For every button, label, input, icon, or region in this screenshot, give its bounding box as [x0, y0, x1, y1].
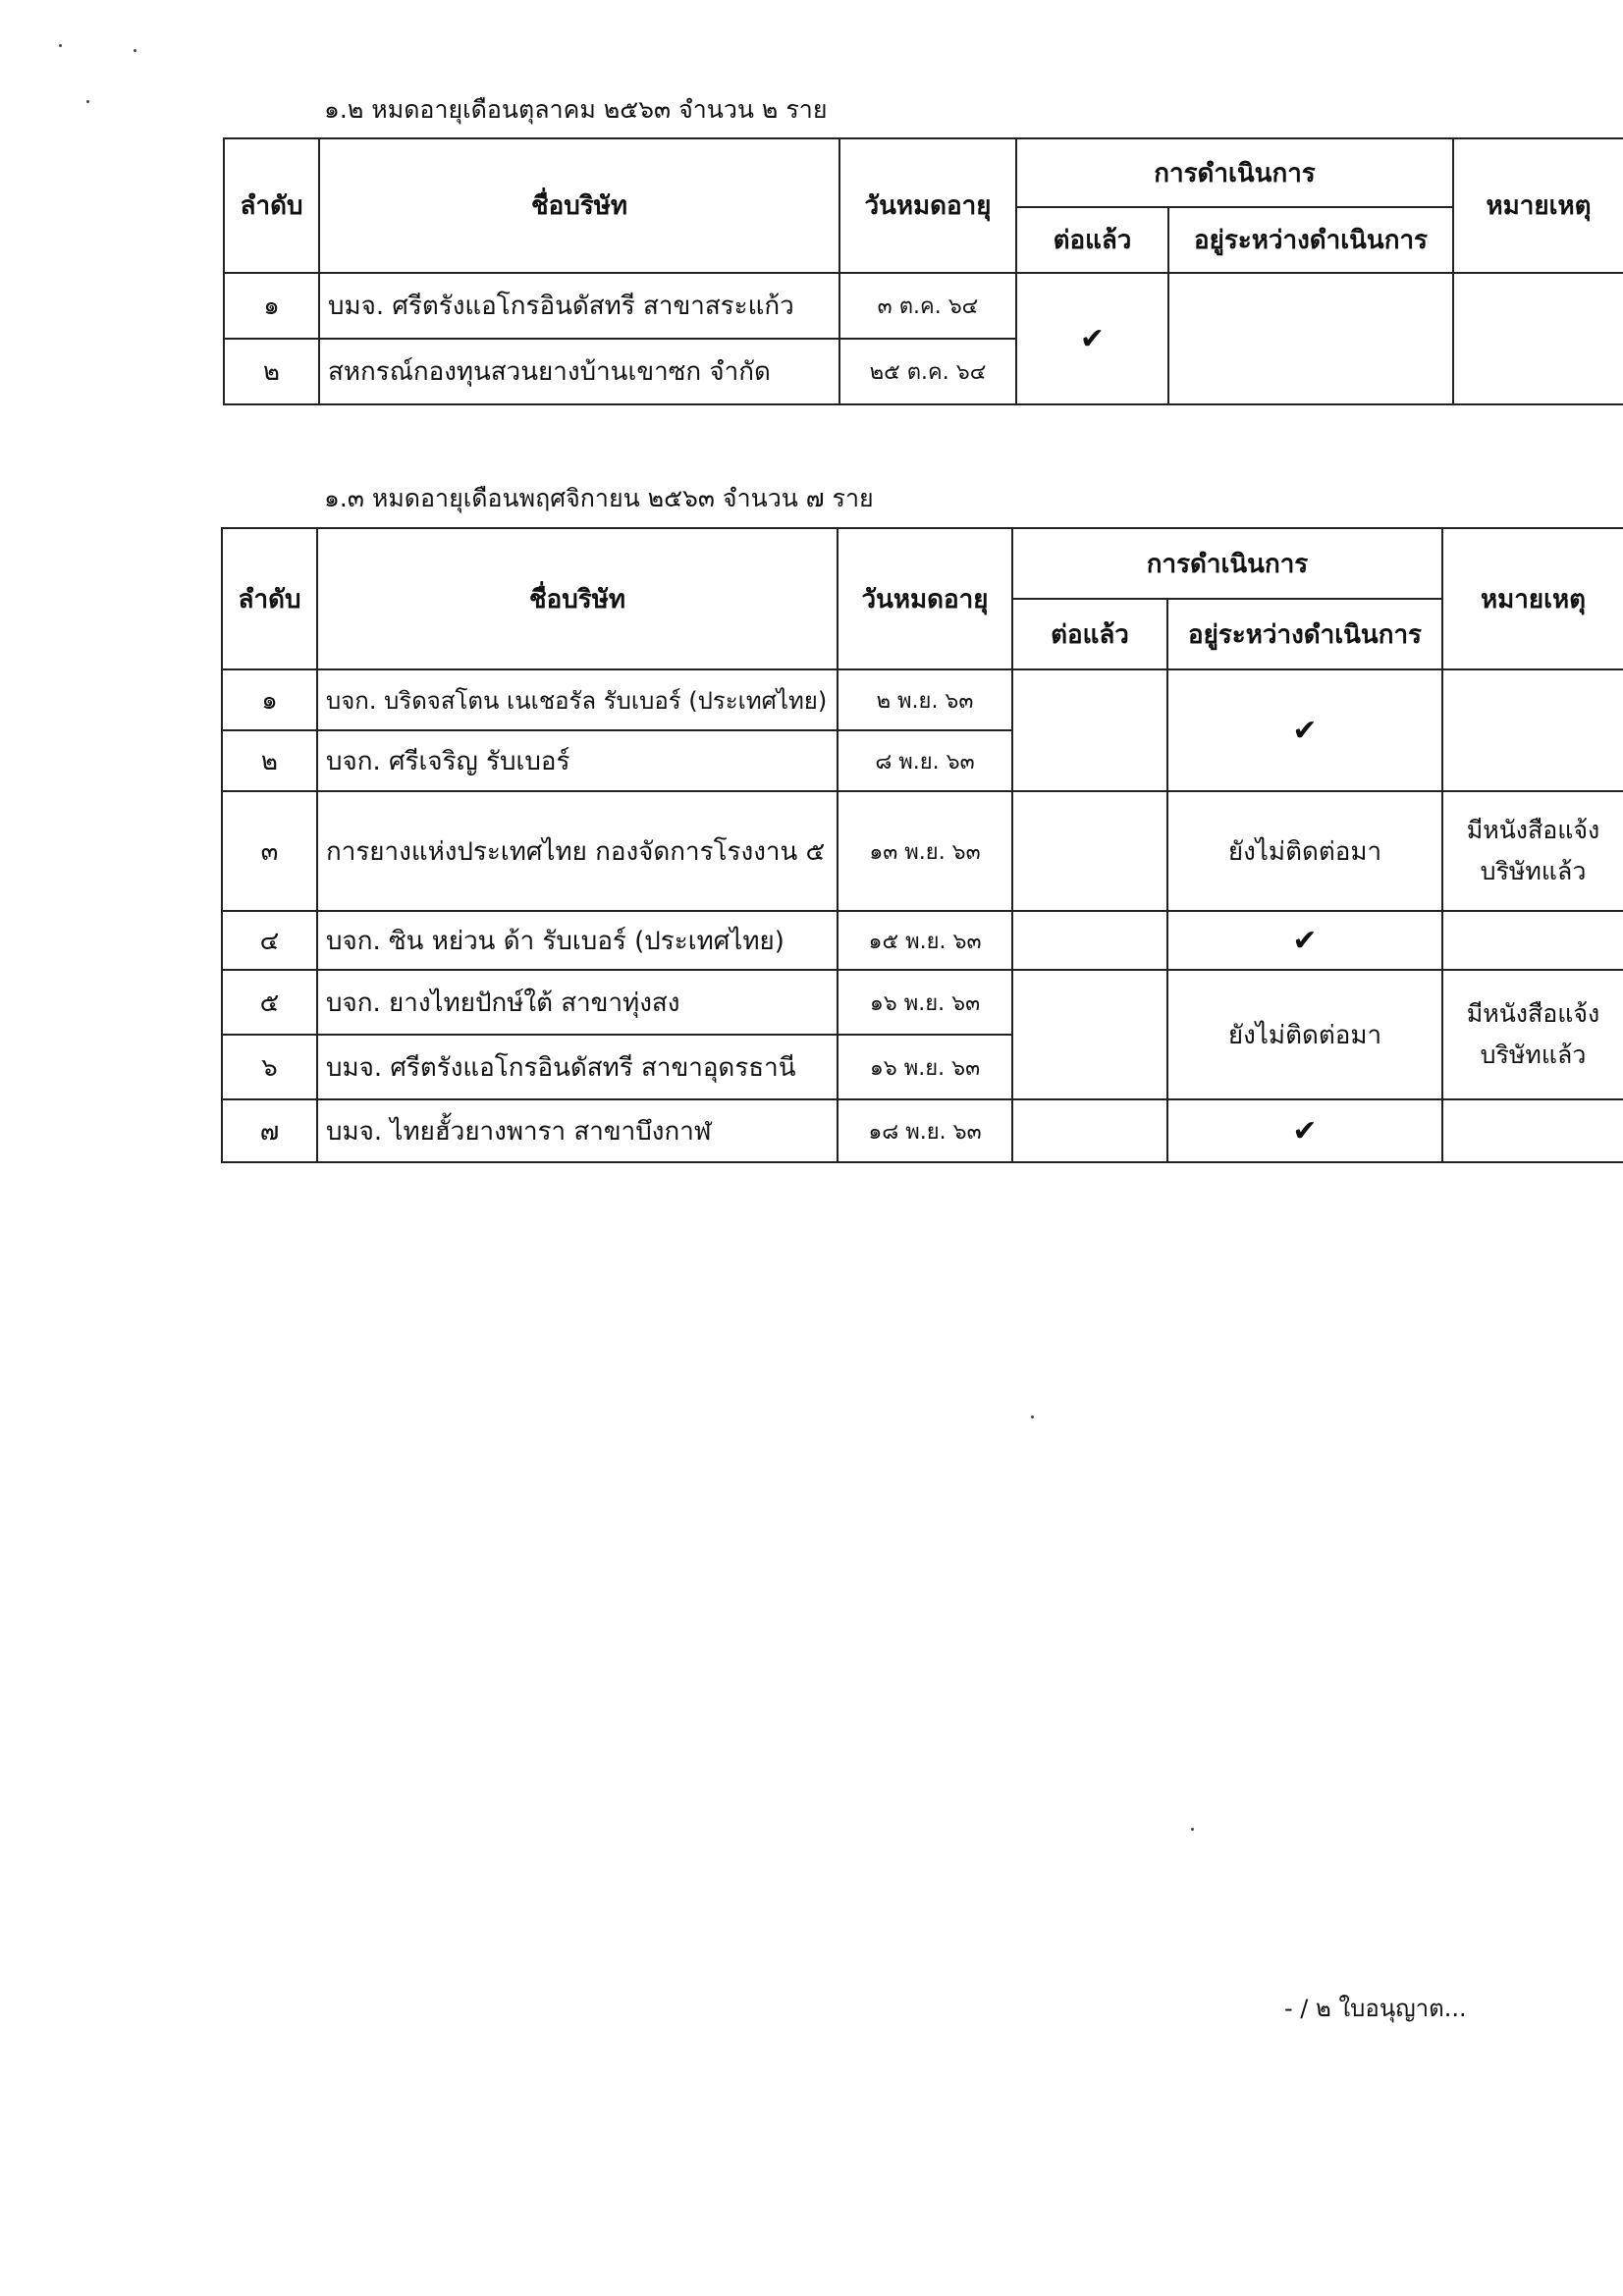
remark-cell: มีหนังสือแจ้งบริษัทแล้ว — [1442, 791, 1623, 911]
renewed-cell — [1012, 1099, 1167, 1162]
renewed-cell — [1012, 669, 1167, 791]
header-action: การดำเนินการ — [1012, 528, 1442, 599]
expiry-date: ๑๖ พ.ย. ๖๓ — [838, 1035, 1012, 1099]
header-company: ชื่อบริษัท — [317, 528, 838, 669]
header-renewed: ต่อแล้ว — [1012, 599, 1167, 669]
scan-speck — [59, 44, 62, 47]
in-progress-cell — [1168, 273, 1453, 404]
company-name: บมจ. ศรีตรังแอโกรอินดัสทรี สาขาสระแก้ว — [319, 273, 839, 339]
row-number: ๓ — [222, 791, 317, 911]
page-continuation-note: - / ๒ ใบอนุญาต... — [1284, 1995, 1467, 2022]
row-number: ๒ — [222, 730, 317, 791]
scan-speck — [1031, 1415, 1034, 1418]
in-progress-status: ยังไม่ติดต่อมา — [1167, 791, 1442, 911]
header-no: ลำดับ — [224, 138, 319, 273]
row-number: ๑ — [222, 669, 317, 730]
remark-cell — [1442, 669, 1623, 791]
header-in-progress: อยู่ระหว่างดำเนินการ — [1167, 599, 1442, 669]
remark-cell: มีหนังสือแจ้งบริษัทแล้ว — [1442, 970, 1623, 1099]
company-name: บจก. ซิน หย่วน ด้า รับเบอร์ (ประเทศไทย) — [317, 911, 838, 970]
company-name: บมจ. ไทยฮั้วยางพารา สาขาบึงกาฬ — [317, 1099, 838, 1162]
expiry-date: ๒ พ.ย. ๖๓ — [838, 669, 1012, 730]
renewed-cell — [1012, 911, 1167, 970]
header-renewed: ต่อแล้ว — [1016, 207, 1168, 273]
in-progress-check-icon: ✔ — [1167, 669, 1442, 791]
section-title: ๑.๓ หมดอายุเดือนพฤศจิกายน ๒๕๖๓ จำนวน ๗ ราย — [324, 484, 874, 512]
expiry-date: ๘ พ.ย. ๖๓ — [838, 730, 1012, 791]
header-no: ลำดับ — [222, 528, 317, 669]
row-number: ๖ — [222, 1035, 317, 1099]
row-number: ๑ — [224, 273, 319, 339]
expiry-date: ๑๘ พ.ย. ๖๓ — [838, 1099, 1012, 1162]
in-progress-check-icon: ✔ — [1167, 911, 1442, 970]
expiry-date: ๑๓ พ.ย. ๖๓ — [838, 791, 1012, 911]
remark-cell — [1442, 1099, 1623, 1162]
expiry-date: ๓ ต.ค. ๖๔ — [839, 273, 1016, 339]
row-number: ๕ — [222, 970, 317, 1035]
scan-speck — [1191, 1828, 1194, 1831]
remark-cell — [1442, 911, 1623, 970]
scan-speck — [134, 49, 136, 52]
remark-cell — [1453, 273, 1623, 404]
scan-speck — [86, 100, 89, 103]
row-number: ๒ — [224, 339, 319, 404]
company-name: บจก. บริดจสโตน เนเชอรัล รับเบอร์ (ประเทศไทย) — [317, 669, 838, 730]
renewed-cell — [1012, 970, 1167, 1099]
in-progress-status: ยังไม่ติดต่อมา — [1167, 970, 1442, 1099]
header-remark: หมายเหตุ — [1442, 528, 1623, 669]
expiry-table-november — [221, 527, 1623, 1163]
in-progress-check-icon: ✔ — [1167, 1099, 1442, 1162]
header-expiry: วันหมดอายุ — [839, 138, 1016, 273]
expiry-date: ๑๖ พ.ย. ๖๓ — [838, 970, 1012, 1035]
expiry-table-october — [223, 137, 1623, 405]
header-action: การดำเนินการ — [1016, 138, 1453, 207]
renewed-cell — [1012, 791, 1167, 911]
section-title: ๑.๒ หมดอายุเดือนตุลาคม ๒๕๖๓ จำนวน ๒ ราย — [324, 95, 828, 124]
company-name: บจก. ยางไทยปักษ์ใต้ สาขาทุ่งสง — [317, 970, 838, 1035]
company-name: บจก. ศรีเจริญ รับเบอร์ — [317, 730, 838, 791]
header-remark: หมายเหตุ — [1453, 138, 1623, 273]
row-number: ๔ — [222, 911, 317, 970]
header-expiry: วันหมดอายุ — [838, 528, 1012, 669]
company-name: การยางแห่งประเทศไทย กองจัดการโรงงาน ๕ — [317, 791, 838, 911]
renewed-check-icon: ✔ — [1016, 273, 1168, 404]
header-in-progress: อยู่ระหว่างดำเนินการ — [1168, 207, 1453, 273]
header-company: ชื่อบริษัท — [319, 138, 839, 273]
expiry-date: ๒๕ ต.ค. ๖๔ — [839, 339, 1016, 404]
row-number: ๗ — [222, 1099, 317, 1162]
company-name: บมจ. ศรีตรังแอโกรอินดัสทรี สาขาอุดรธานี — [317, 1035, 838, 1099]
company-name: สหกรณ์กองทุนสวนยางบ้านเขาซก จำกัด — [319, 339, 839, 404]
expiry-date: ๑๕ พ.ย. ๖๓ — [838, 911, 1012, 970]
